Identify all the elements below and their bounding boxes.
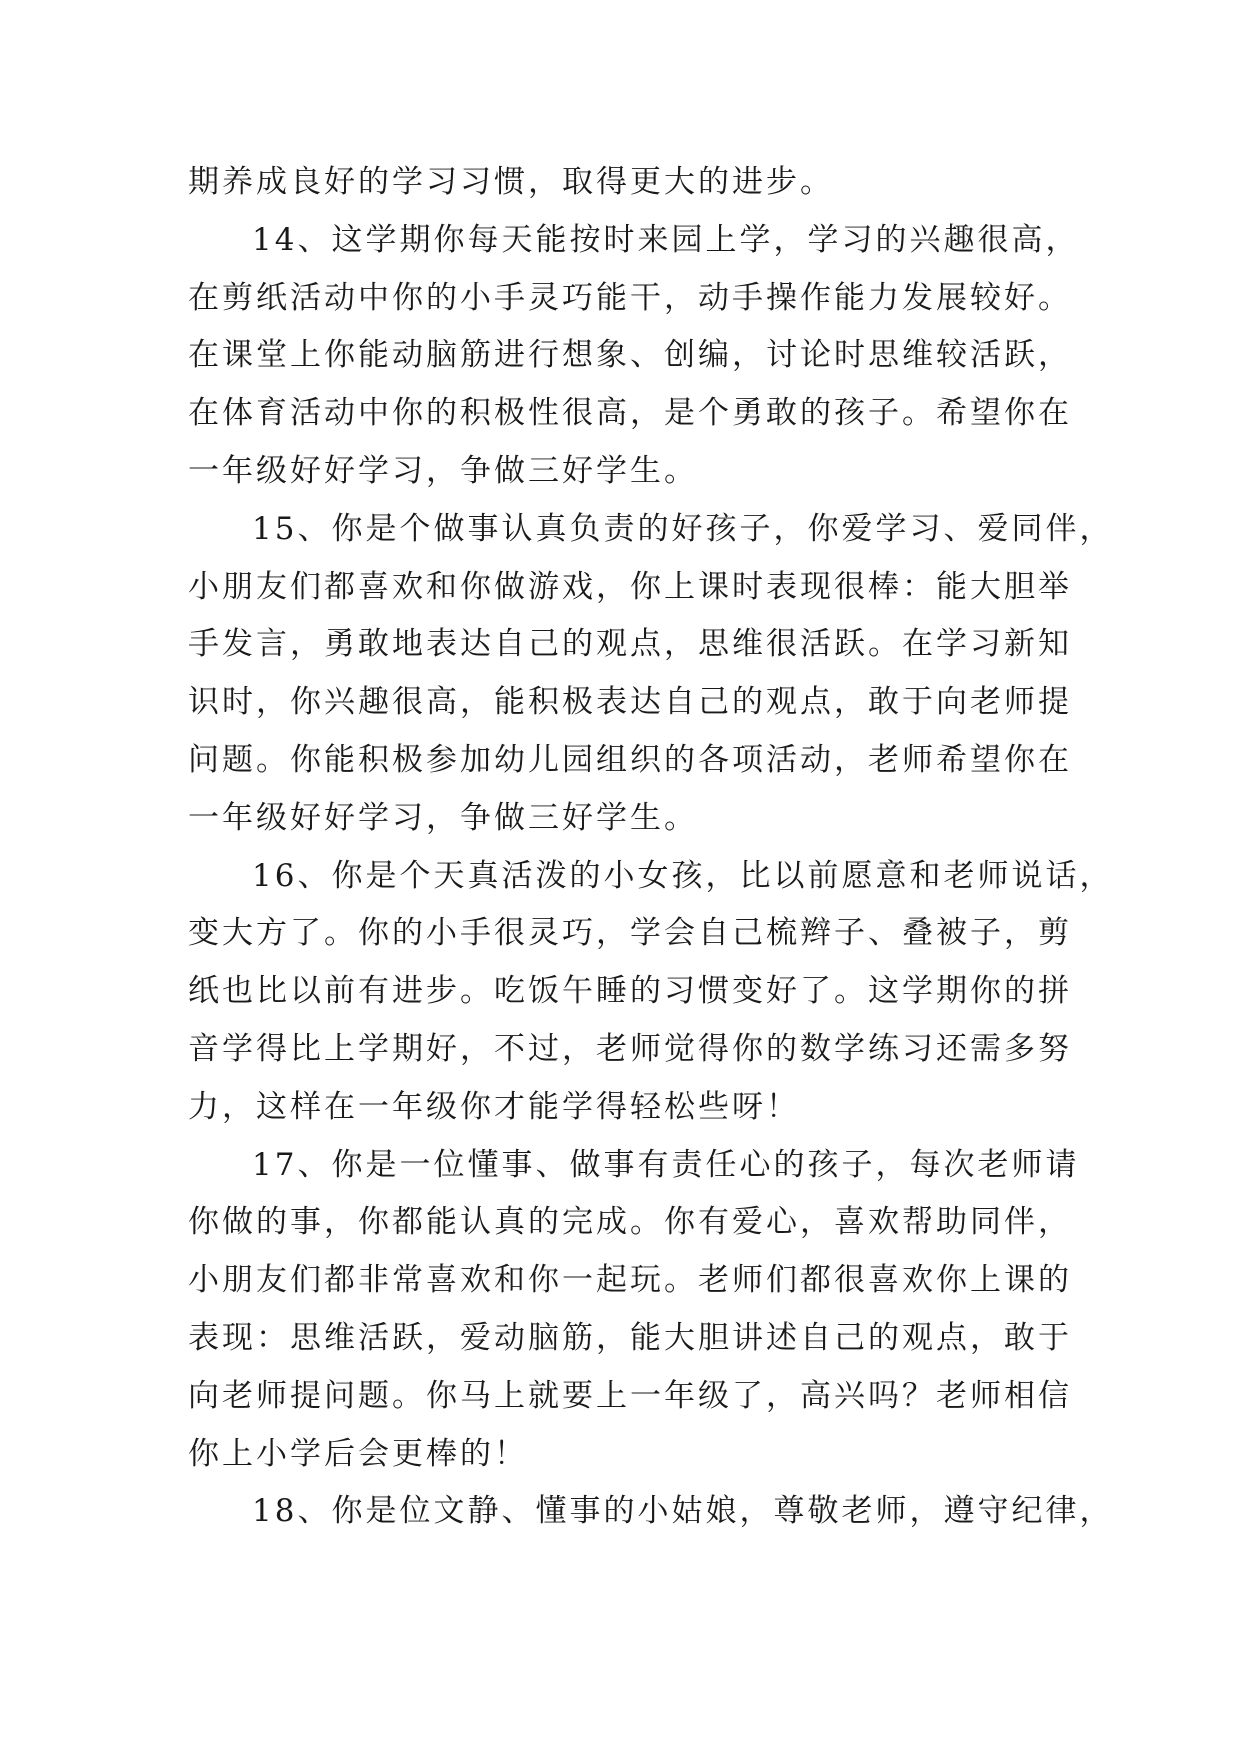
text-line: 在体育活动中你的积极性很高，是个勇敢的孩子。希望你在 xyxy=(188,395,1072,432)
text-line: 音学得比上学期好，不过，老师觉得你的数学练习还需多努 xyxy=(188,1030,1072,1067)
document-body xyxy=(188,154,1114,1541)
text-line: 在剪纸活动中你的小手灵巧能干，动手操作能力发展较好。 xyxy=(188,279,1072,316)
text-line: 在课堂上你能动脑筋进行想象、创编，讨论时思维较活跃， xyxy=(188,337,1072,374)
text-line: 一年级好好学习，争做三好学生。 xyxy=(188,799,698,836)
text-line: 手发言，勇敢地表达自己的观点，思维很活跃。在学习新知 xyxy=(188,626,1072,663)
text-line: 表现：思维活跃，爱动脑筋，能大胆讲述自己的观点，敢于 xyxy=(188,1319,1072,1356)
paragraph-14-first-line: 14、这学期你每天能按时来园上学，学习的兴趣很高， xyxy=(252,221,1080,258)
text-line: 你做的事，你都能认真的完成。你有爱心，喜欢帮助同伴， xyxy=(188,1204,1072,1241)
text-line: 一年级好好学习，争做三好学生。 xyxy=(188,452,698,489)
paragraph-15-first-line: 15、你是个做事认真负责的好孩子，你爱学习、爱同伴， xyxy=(252,510,1114,547)
text-line: 向老师提问题。你马上就要上一年级了，高兴吗？老师相信 xyxy=(188,1377,1072,1414)
text-line: 纸也比以前有进步。吃饭午睡的习惯变好了。这学期你的拼 xyxy=(188,973,1072,1010)
text-line: 小朋友们都非常喜欢和你一起玩。老师们都很喜欢你上课的 xyxy=(188,1262,1072,1299)
paragraph-17-first-line: 17、你是一位懂事、做事有责任心的孩子，每次老师请 xyxy=(252,1146,1080,1183)
paragraph-16-first-line: 16、你是个天真活泼的小女孩，比以前愿意和老师说话， xyxy=(252,857,1114,894)
text-line: 期养成良好的学习习惯，取得更大的进步。 xyxy=(188,164,834,200)
text-line: 力，这样在一年级你才能学得轻松些呀！ xyxy=(188,1088,800,1125)
text-line: 问题。你能积极参加幼儿园组织的各项活动，老师希望你在 xyxy=(188,741,1072,778)
text-line: 识时，你兴趣很高，能积极表达自己的观点，敢于向老师提 xyxy=(188,684,1072,721)
text-line: 你上小学后会更棒的！ xyxy=(188,1435,528,1472)
text-line: 小朋友们都喜欢和你做游戏，你上课时表现很棒：能大胆举 xyxy=(188,568,1072,605)
text-line: 变大方了。你的小手很灵巧，学会自己梳辫子、叠被子，剪 xyxy=(188,915,1072,952)
paragraph-18-first-line: 18、你是位文静、懂事的小姑娘，尊敬老师，遵守纪律， xyxy=(252,1493,1114,1530)
